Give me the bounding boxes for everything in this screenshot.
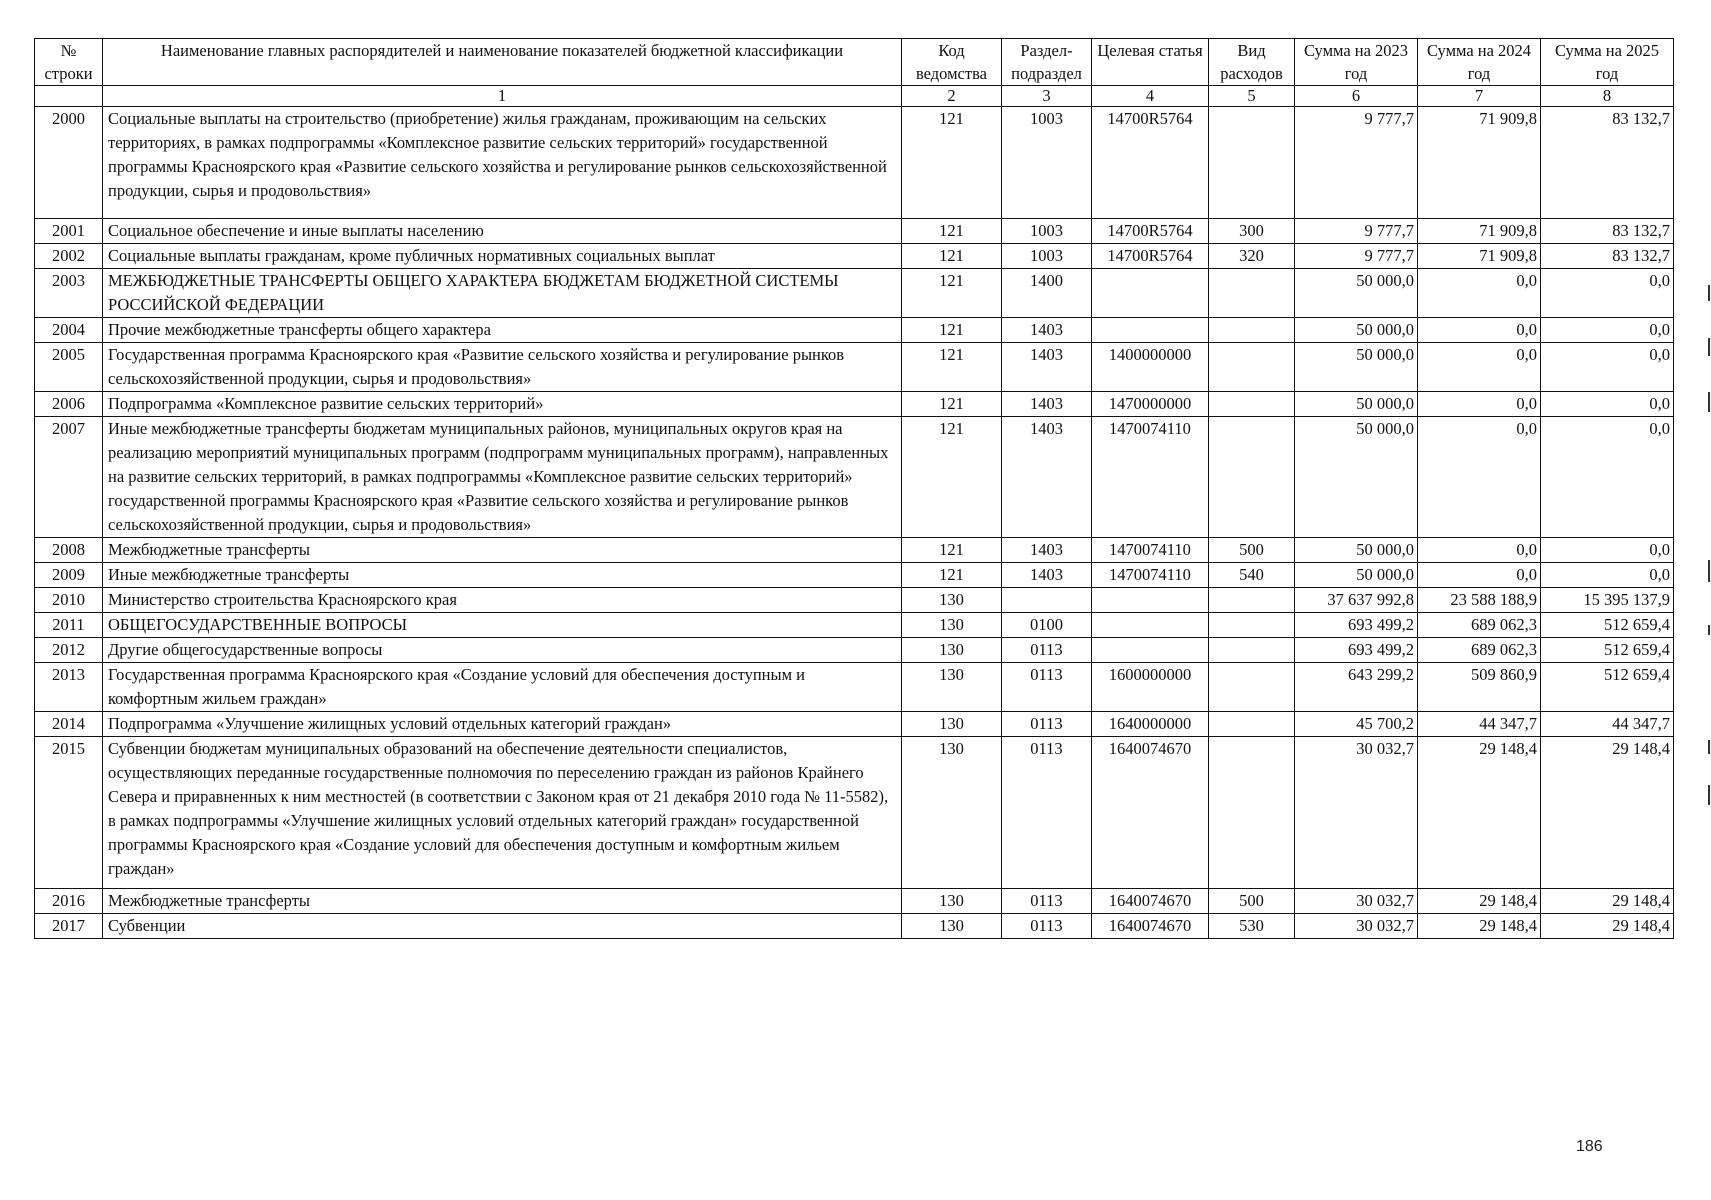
- row-dept-code: 121: [902, 343, 1002, 392]
- table-row: [35, 392, 1674, 417]
- row-expense-type: [1209, 613, 1295, 638]
- header-target: Целевая статья: [1092, 39, 1209, 86]
- row-expense-type: [1209, 663, 1295, 712]
- column-number: 5: [1209, 86, 1295, 107]
- row-sum-2023: 50 000,0: [1295, 417, 1418, 538]
- table-row: [35, 107, 1674, 219]
- row-section: 0113: [1002, 712, 1092, 737]
- row-sum-2025: 0,0: [1541, 343, 1674, 392]
- row-sum-2023: 693 499,2: [1295, 638, 1418, 663]
- row-number: 2009: [35, 563, 103, 588]
- row-sum-2025: 0,0: [1541, 318, 1674, 343]
- row-section: 1400: [1002, 269, 1092, 318]
- column-number: 1: [103, 86, 902, 107]
- row-sum-2023: 30 032,7: [1295, 737, 1418, 889]
- row-sum-2025: 0,0: [1541, 392, 1674, 417]
- row-section: 0113: [1002, 638, 1092, 663]
- table-row: [35, 712, 1674, 737]
- row-sum-2023: 50 000,0: [1295, 343, 1418, 392]
- margin-mark: [1708, 338, 1710, 356]
- row-number: 2006: [35, 392, 103, 417]
- column-number: 3: [1002, 86, 1092, 107]
- header-dept-code: Код ведомства: [902, 39, 1002, 86]
- row-number: 2007: [35, 417, 103, 538]
- column-number: 7: [1418, 86, 1541, 107]
- table-row: [35, 563, 1674, 588]
- row-dept-code: 121: [902, 269, 1002, 318]
- row-section: 1403: [1002, 563, 1092, 588]
- row-section: 1403: [1002, 417, 1092, 538]
- row-name: Субвенции бюджетам муниципальных образований на обеспечение деятельности специалистов, осуществляющих переданные государственные полномочия по переселению граждан из районов Крайнего Севера и приравненных к ним местностей (в соответствии с Законом края от 21 декабря 2010 года № 11-5582), в рамках подпрограммы «Улучшение жилищных условий отдельных категорий граждан» государственной программы Красноярского края «Создание условий для обеспечения доступным и комфортным жильем граждан»: [103, 737, 902, 889]
- row-number: 2014: [35, 712, 103, 737]
- row-name: Другие общегосударственные вопросы: [103, 638, 902, 663]
- table-row: [35, 417, 1674, 538]
- row-dept-code: 121: [902, 107, 1002, 219]
- row-section: 1403: [1002, 318, 1092, 343]
- table-row: [35, 318, 1674, 343]
- row-name: Государственная программа Красноярского края «Создание условий для обеспечения доступным и комфортным жильем граждан»: [103, 663, 902, 712]
- row-name: Подпрограмма «Улучшение жилищных условий отдельных категорий граждан»: [103, 712, 902, 737]
- row-number: 2017: [35, 914, 103, 939]
- row-dept-code: 121: [902, 244, 1002, 269]
- row-number: 2000: [35, 107, 103, 219]
- row-sum-2025: 29 148,4: [1541, 914, 1674, 939]
- margin-mark: [1708, 740, 1710, 754]
- row-expense-type: [1209, 269, 1295, 318]
- row-sum-2025: 83 132,7: [1541, 219, 1674, 244]
- table-row: [35, 269, 1674, 318]
- row-dept-code: 130: [902, 914, 1002, 939]
- row-name: Министерство строительства Красноярского края: [103, 588, 902, 613]
- row-sum-2024: 29 148,4: [1418, 889, 1541, 914]
- row-sum-2024: 29 148,4: [1418, 914, 1541, 939]
- row-expense-type: [1209, 417, 1295, 538]
- table-row: [35, 219, 1674, 244]
- table-row: [35, 538, 1674, 563]
- header-sum-2024: Сумма на 2024 год: [1418, 39, 1541, 86]
- row-expense-type: 300: [1209, 219, 1295, 244]
- row-target: 14700R5764: [1092, 219, 1209, 244]
- row-name: Субвенции: [103, 914, 902, 939]
- row-sum-2025: 0,0: [1541, 538, 1674, 563]
- row-sum-2023: 50 000,0: [1295, 318, 1418, 343]
- table-body: [35, 107, 1674, 939]
- row-name: Иные межбюджетные трансферты бюджетам муниципальных районов, муниципальных округов края на реализацию мероприятий муниципальных программ (подпрограмм муниципальных программ), направленных на развитие сельских территорий, в рамках подпрограммы «Комплексное развитие сельских территорий» государственной программы Красноярского края «Развитие сельского хозяйства и регулирование рынков сельскохозяйственной продукции, сырья и продовольствия»: [103, 417, 902, 538]
- row-target: 1640000000: [1092, 712, 1209, 737]
- row-section: 1403: [1002, 392, 1092, 417]
- row-expense-type: 320: [1209, 244, 1295, 269]
- column-number: 8: [1541, 86, 1674, 107]
- row-section: 0113: [1002, 663, 1092, 712]
- row-section: 0113: [1002, 889, 1092, 914]
- row-dept-code: 130: [902, 712, 1002, 737]
- row-target: 14700R5764: [1092, 107, 1209, 219]
- row-section: 1403: [1002, 343, 1092, 392]
- row-dept-code: 121: [902, 392, 1002, 417]
- table-row: [35, 737, 1674, 889]
- row-name: Прочие межбюджетные трансферты общего характера: [103, 318, 902, 343]
- header-sum-2023: Сумма на 2023 год: [1295, 39, 1418, 86]
- header-sum-2025: Сумма на 2025 год: [1541, 39, 1674, 86]
- margin-mark: [1708, 560, 1710, 582]
- row-target: [1092, 269, 1209, 318]
- row-number: 2012: [35, 638, 103, 663]
- row-expense-type: 500: [1209, 538, 1295, 563]
- row-sum-2025: 0,0: [1541, 269, 1674, 318]
- row-expense-type: [1209, 737, 1295, 889]
- row-sum-2023: 30 032,7: [1295, 914, 1418, 939]
- row-sum-2024: 689 062,3: [1418, 613, 1541, 638]
- row-sum-2023: 50 000,0: [1295, 563, 1418, 588]
- row-section: 0100: [1002, 613, 1092, 638]
- row-name: Межбюджетные трансферты: [103, 889, 902, 914]
- header-name: Наименование главных распорядителей и наименование показателей бюджетной классификации: [103, 39, 902, 86]
- row-sum-2024: 0,0: [1418, 538, 1541, 563]
- row-target: [1092, 318, 1209, 343]
- row-number: 2011: [35, 613, 103, 638]
- column-number: [35, 86, 103, 107]
- row-sum-2023: 9 777,7: [1295, 244, 1418, 269]
- row-sum-2024: 689 062,3: [1418, 638, 1541, 663]
- row-sum-2023: 643 299,2: [1295, 663, 1418, 712]
- row-name: Иные межбюджетные трансферты: [103, 563, 902, 588]
- row-name: МЕЖБЮДЖЕТНЫЕ ТРАНСФЕРТЫ ОБЩЕГО ХАРАКТЕРА БЮДЖЕТАМ БЮДЖЕТНОЙ СИСТЕМЫ РОССИЙСКОЙ ФЕДЕРАЦИИ: [103, 269, 902, 318]
- row-dept-code: 121: [902, 538, 1002, 563]
- row-number: 2008: [35, 538, 103, 563]
- row-target: 1640074670: [1092, 737, 1209, 889]
- row-sum-2025: 29 148,4: [1541, 889, 1674, 914]
- row-dept-code: 130: [902, 613, 1002, 638]
- row-number: 2016: [35, 889, 103, 914]
- column-number: 2: [902, 86, 1002, 107]
- row-expense-type: [1209, 107, 1295, 219]
- table-row: [35, 889, 1674, 914]
- row-section: 1403: [1002, 538, 1092, 563]
- row-number: 2013: [35, 663, 103, 712]
- row-number: 2010: [35, 588, 103, 613]
- row-expense-type: [1209, 343, 1295, 392]
- row-number: 2001: [35, 219, 103, 244]
- row-dept-code: 121: [902, 563, 1002, 588]
- row-name: Социальное обеспечение и иные выплаты населению: [103, 219, 902, 244]
- row-dept-code: 130: [902, 889, 1002, 914]
- row-sum-2023: 693 499,2: [1295, 613, 1418, 638]
- table-row: [35, 244, 1674, 269]
- row-name: Социальные выплаты гражданам, кроме публичных нормативных социальных выплат: [103, 244, 902, 269]
- row-sum-2023: 50 000,0: [1295, 538, 1418, 563]
- row-expense-type: 530: [1209, 914, 1295, 939]
- row-sum-2023: 30 032,7: [1295, 889, 1418, 914]
- row-target: 1400000000: [1092, 343, 1209, 392]
- row-sum-2025: 512 659,4: [1541, 638, 1674, 663]
- column-number: 4: [1092, 86, 1209, 107]
- row-target: [1092, 613, 1209, 638]
- row-sum-2024: 44 347,7: [1418, 712, 1541, 737]
- row-expense-type: 500: [1209, 889, 1295, 914]
- row-sum-2023: 9 777,7: [1295, 219, 1418, 244]
- row-target: 1640074670: [1092, 914, 1209, 939]
- table-row: [35, 914, 1674, 939]
- header-row: [35, 39, 1674, 86]
- row-number: 2002: [35, 244, 103, 269]
- row-sum-2025: 0,0: [1541, 563, 1674, 588]
- row-sum-2025: 83 132,7: [1541, 244, 1674, 269]
- row-name: Подпрограмма «Комплексное развитие сельских территорий»: [103, 392, 902, 417]
- row-sum-2025: 512 659,4: [1541, 613, 1674, 638]
- row-sum-2025: 44 347,7: [1541, 712, 1674, 737]
- row-name: Государственная программа Красноярского края «Развитие сельского хозяйства и регулирование рынков сельскохозяйственной продукции, сырья и продовольствия»: [103, 343, 902, 392]
- row-expense-type: [1209, 638, 1295, 663]
- row-number: 2003: [35, 269, 103, 318]
- column-number-row: [35, 86, 1674, 107]
- row-number: 2004: [35, 318, 103, 343]
- row-sum-2023: 45 700,2: [1295, 712, 1418, 737]
- row-sum-2023: 37 637 992,8: [1295, 588, 1418, 613]
- row-sum-2024: 509 860,9: [1418, 663, 1541, 712]
- header-expense-type: Вид расходов: [1209, 39, 1295, 86]
- header-row-no: № строки: [35, 39, 103, 86]
- page-number: 186: [1576, 1138, 1603, 1155]
- row-target: 1470074110: [1092, 417, 1209, 538]
- row-target: [1092, 588, 1209, 613]
- table-row: [35, 588, 1674, 613]
- row-number: 2015: [35, 737, 103, 889]
- row-sum-2025: 15 395 137,9: [1541, 588, 1674, 613]
- row-name: Межбюджетные трансферты: [103, 538, 902, 563]
- row-sum-2025: 512 659,4: [1541, 663, 1674, 712]
- row-target: 1600000000: [1092, 663, 1209, 712]
- row-sum-2024: 0,0: [1418, 343, 1541, 392]
- row-sum-2024: 0,0: [1418, 318, 1541, 343]
- table-row: [35, 663, 1674, 712]
- row-sum-2023: 50 000,0: [1295, 269, 1418, 318]
- row-section: [1002, 588, 1092, 613]
- row-sum-2025: 29 148,4: [1541, 737, 1674, 889]
- row-section: 1003: [1002, 219, 1092, 244]
- row-sum-2024: 0,0: [1418, 392, 1541, 417]
- row-sum-2023: 9 777,7: [1295, 107, 1418, 219]
- row-dept-code: 130: [902, 737, 1002, 889]
- row-dept-code: 130: [902, 638, 1002, 663]
- row-sum-2024: 71 909,8: [1418, 219, 1541, 244]
- row-section: 1003: [1002, 244, 1092, 269]
- row-sum-2023: 50 000,0: [1295, 392, 1418, 417]
- row-target: 1470074110: [1092, 563, 1209, 588]
- row-name: ОБЩЕГОСУДАРСТВЕННЫЕ ВОПРОСЫ: [103, 613, 902, 638]
- row-expense-type: [1209, 712, 1295, 737]
- margin-mark: [1708, 785, 1710, 805]
- row-dept-code: 130: [902, 588, 1002, 613]
- row-dept-code: 121: [902, 219, 1002, 244]
- row-section: 1003: [1002, 107, 1092, 219]
- row-target: 1470074110: [1092, 538, 1209, 563]
- row-target: 1470000000: [1092, 392, 1209, 417]
- row-sum-2024: 0,0: [1418, 417, 1541, 538]
- row-sum-2025: 83 132,7: [1541, 107, 1674, 219]
- row-sum-2024: 71 909,8: [1418, 244, 1541, 269]
- table-row: [35, 638, 1674, 663]
- row-dept-code: 121: [902, 417, 1002, 538]
- row-expense-type: [1209, 392, 1295, 417]
- row-dept-code: 130: [902, 663, 1002, 712]
- row-expense-type: [1209, 588, 1295, 613]
- row-sum-2024: 0,0: [1418, 563, 1541, 588]
- row-expense-type: [1209, 318, 1295, 343]
- budget-table: [34, 38, 1674, 939]
- table-row: [35, 343, 1674, 392]
- margin-mark: [1708, 392, 1710, 412]
- row-sum-2024: 29 148,4: [1418, 737, 1541, 889]
- row-section: 0113: [1002, 914, 1092, 939]
- row-sum-2025: 0,0: [1541, 417, 1674, 538]
- row-target: 14700R5764: [1092, 244, 1209, 269]
- column-number: 6: [1295, 86, 1418, 107]
- row-sum-2024: 0,0: [1418, 269, 1541, 318]
- margin-mark: [1708, 625, 1710, 635]
- row-target: 1640074670: [1092, 889, 1209, 914]
- row-sum-2024: 23 588 188,9: [1418, 588, 1541, 613]
- row-number: 2005: [35, 343, 103, 392]
- row-sum-2024: 71 909,8: [1418, 107, 1541, 219]
- table-row: [35, 613, 1674, 638]
- row-dept-code: 121: [902, 318, 1002, 343]
- header-section: Раздел-подраздел: [1002, 39, 1092, 86]
- row-target: [1092, 638, 1209, 663]
- row-section: 0113: [1002, 737, 1092, 889]
- row-name: Социальные выплаты на строительство (приобретение) жилья гражданам, проживающим на сельских территориях, в рамках подпрограммы «Комплексное развитие сельских территорий» государственной программы Красноярского края «Развитие сельского хозяйства и регулирование рынков сельскохозяйственной продукции, сырья и продовольствия»: [103, 107, 902, 219]
- margin-mark: [1708, 285, 1710, 301]
- row-expense-type: 540: [1209, 563, 1295, 588]
